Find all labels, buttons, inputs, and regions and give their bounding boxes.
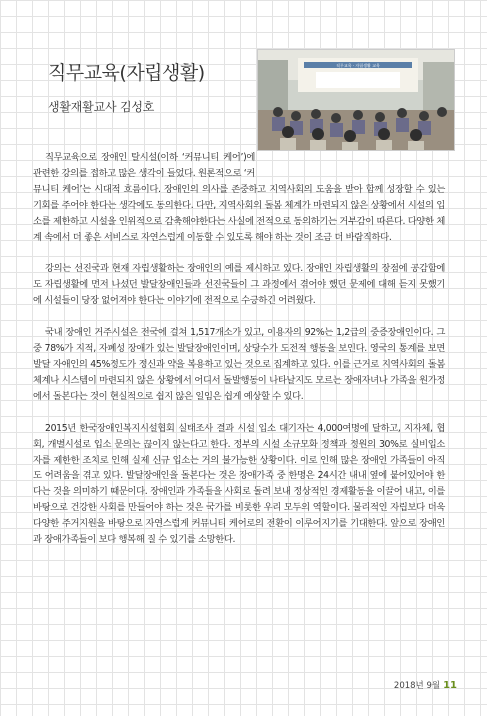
- paragraph-1: 직무교육으로 장애인 탈시설(이하 ‘커뮤니티 케어’)에 관련한 강의를 접하고 많은 생각이 들었다. 원론적으로 ‘커뮤니티 케어’는 시대적 흐름이다. 장애인의 의사를 존중하고 지역사회의 도움을 받아 함께 성장할 수 있는 기회를 주어야 한다는 생각에도 동의한다. 다만, 지역사회의 돌봄 체계가 마련되지 않은 상황에서 시설의 입소를 제한하고 시설을 인위적으로 감축해야한다는 사실에 전적으로 동의하기는 거부감이 따른다. 다양한 체계 속에서 더 좋은 서비스로 자연스럽게 이동할 수 있도록 해야 하는 것이 조금 더 바람직하다.: [33, 152, 445, 243]
- paragraph-3: 국내 장애인 거주시설은 전국에 걸쳐 1,517개소가 있고, 이용자의 92%는 1,2급의 중증장애인이다. 그중 78%가 지적, 자폐성 장애가 있는 발달장애인이며, 상당수가 도전적 행동을 보인다. 영국의 통계를 보면 발달 자애인의 45%정도가 정신과 약을 복용하고 있는 것으로 집계하고 있다. 이를 근거로 지역사회의 돌봄 체계나 시스템이 마련되지 않은 상황에서 어디서 돌발행동이 나타날지도 모르는 장애자녀나 가족을 원가정에서 돌본다는 것이 현실적으로 쉽지 않은 일임은 쉽게 예상할 수 있다.: [33, 327, 445, 402]
- article-title: 직무교육(자립생활): [48, 62, 205, 84]
- article-body: [33, 150, 445, 564]
- photo-wrap-spacer: [255, 150, 445, 180]
- issue-date: 2018년 9월: [393, 681, 441, 691]
- seminar-photo: [258, 50, 454, 150]
- photo-banner-text: 직무교육 · 자립생활 교육: [336, 63, 380, 68]
- page-footer: [394, 679, 457, 691]
- seminar-photo-illustration: [258, 50, 454, 150]
- paragraph-4: 2015년 한국장애인복지시설협회 실태조사 결과 시설 입소 대기자는 4,000여명에 달하고, 지자체, 협회, 개별시설로 입소 문의는 끊이지 않는다고 한다. 정부의 시설 소규모화 정책과 정원의 30%로 실비입소자를 제한한 조치로 인해 실제 신규 입소는 거의 불가능한 상황이다. 이로 인해 많은 장애인 가족들이 아직도 어려움을 겪고 있다. 발달장애인을 돌본다는 것은 장애가족 중 한명은 24시간 내내 옆에 붙어있어야 한다는 것을 의미하기 때문이다. 장애인과 가족들을 사회로 돌려 보내 정상적인 경제활동을 이끌어 내고, 이를 바탕으로 건강한 사회를 만들어야 하는 것은 국가를 비롯한 우리 모두의 역할이다. 물리적인 자립보다 더욱 다양한 주거지원을 바탕으로 자연스럽게 커뮤니티 케어로의 전환이 이루어지기를 기대한다. 앞으로 장애인과 장애가족들이 보다 행복해 질 수 있기를 소망한다.: [33, 422, 445, 546]
- article-author: 생활재활교사 김성호: [48, 100, 155, 114]
- paragraph-2: 강의는 선진국과 현재 자립생활하는 장애인의 예를 제시하고 있다. 장애인 자립생활의 장점에 공감함에도 자립생활에 먼저 나섰던 발달장애인들과 선진국들이 그 과정에서 겪어야 했던 문제에 대해 듣지 못했기에 시설들이 당장 없어져야 한다는 이야기에 전적으로 수긍하긴 어려웠다.: [33, 263, 445, 307]
- page-number: 11: [443, 680, 457, 691]
